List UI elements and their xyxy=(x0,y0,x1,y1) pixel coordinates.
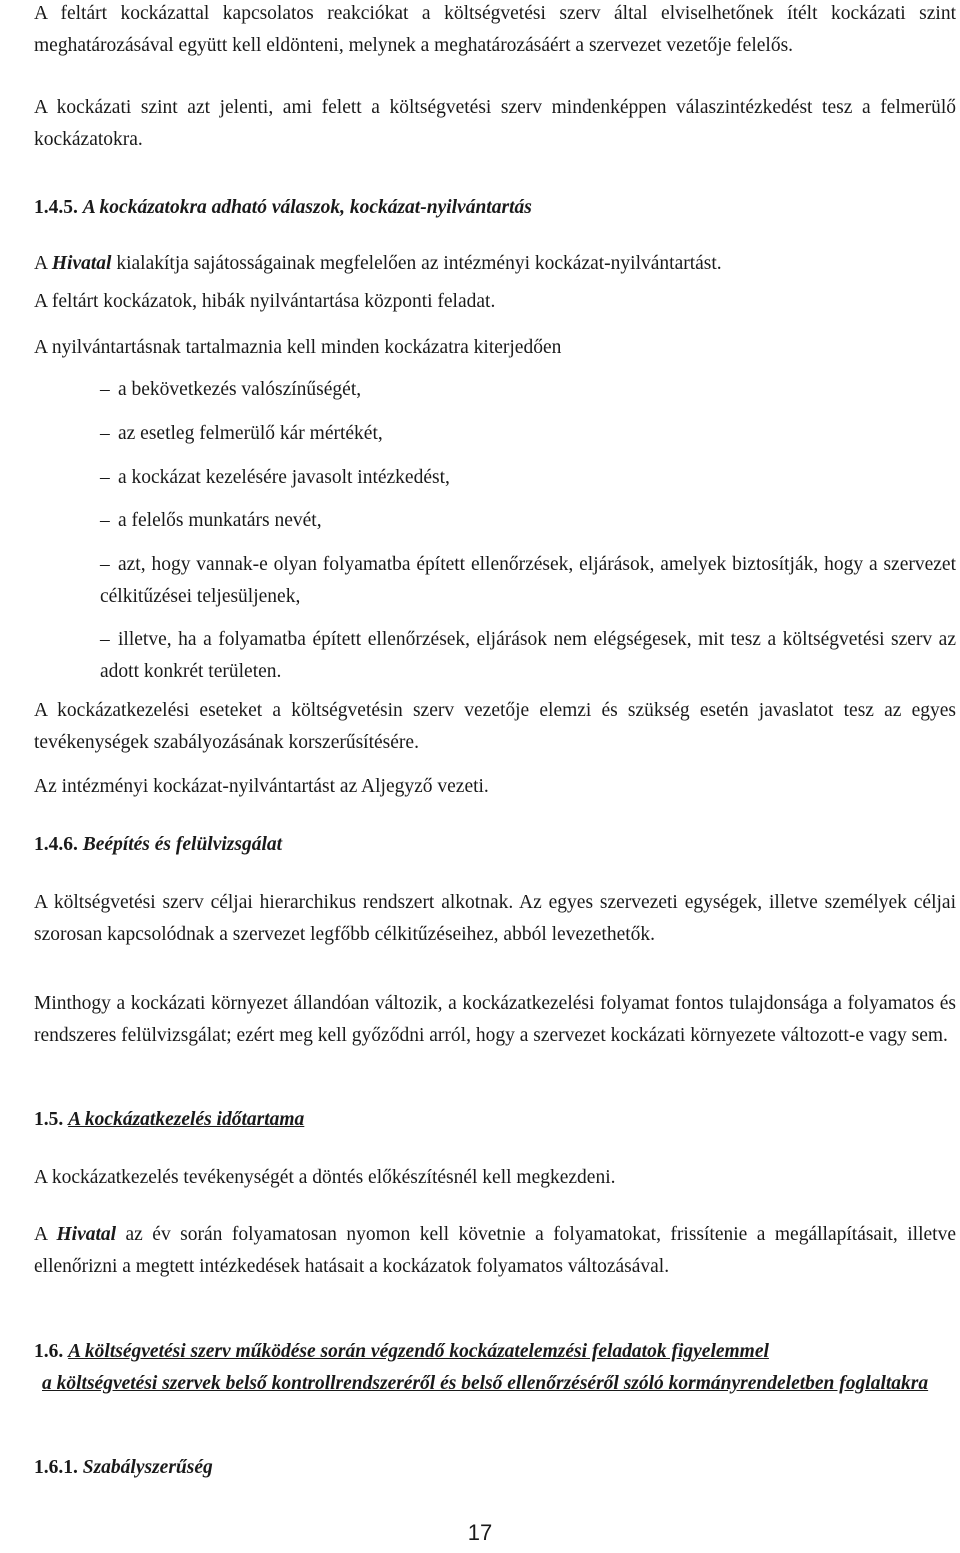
paragraph-aljegyzo: Az intézményi kockázat-nyilvántartást az Aljegyző vezeti. xyxy=(34,776,489,797)
list-item xyxy=(100,505,956,537)
emphasis-hivatal: Hivatal xyxy=(56,1224,117,1245)
heading-title: Beépítés és felülvizsgálat xyxy=(82,834,283,855)
heading-1-6 xyxy=(34,1336,956,1400)
list-item xyxy=(100,624,956,688)
heading-number: 1.5. xyxy=(34,1109,64,1130)
paragraph-risk-level: A kockázati szint azt jelenti, ami felett a költségvetési szerv mindenképpen válaszintézkedést tesz a felmerülő kockázatokra. xyxy=(34,97,956,150)
dash-bullet: – xyxy=(100,510,110,531)
text-fragment: az év során folyamatosan nyomon kell követnie a folyamatokat, frissítenie a megállapításait, illetve ellenőrizni a megtett intézkedések hatásait a kockázatok folyamatos változásával. xyxy=(34,1224,956,1277)
list-item xyxy=(100,462,956,494)
paragraph-start-risk-mgmt: A kockázatkezelés tevékenységét a döntés előkészítésnél kell megkezdeni. xyxy=(34,1167,616,1188)
heading-1-5 xyxy=(34,1104,304,1136)
heading-number: 1.4.5. xyxy=(34,197,78,218)
page-number: 17 xyxy=(467,1520,493,1545)
list-item-text: a felelős munkatárs nevét, xyxy=(118,510,322,531)
dash-bullet: – xyxy=(100,379,110,400)
list-item xyxy=(100,374,956,406)
heading-number: 1.6.1. xyxy=(34,1457,78,1478)
heading-1-4-6 xyxy=(34,829,282,861)
heading-title-continuation: a költségvetési szervek belső kontrollrendszeréről és belső ellenőrzéséről szóló kormányrendeletben foglaltakra xyxy=(42,1373,929,1394)
list-item-text: azt, hogy vannak-e olyan folyamatba épített ellenőrzések, eljárások, amelyek biztosítják, hogy a szervezet célkitűzései teljesüljenek, xyxy=(100,554,956,607)
paragraph-register-contents: A nyilvántartásnak tartalmaznia kell minden kockázatra kiterjedően xyxy=(34,337,562,358)
paragraph-review: Minthogy a kockázati környezet állandóan változik, a kockázatkezelési folyamat fontos tulajdonsága a folyamatos és rendszeres felülvizsgálat; ezért meg kell győződni arról, hogy a szervezet kockázati környezete változott-e vagy sem. xyxy=(34,993,956,1046)
heading-number: 1.6. xyxy=(34,1341,64,1362)
list-item xyxy=(100,418,956,450)
list-item-text: az esetleg felmerülő kár mértékét, xyxy=(118,423,383,444)
paragraph-risk-cases: A kockázatkezelési eseteket a költségvetésin szerv vezetője elemzi és szükség esetén javaslatot tesz az egyes tevékenységek szabályozásának korszerűsítésére. xyxy=(34,700,956,753)
paragraph-hierarchy: A költségvetési szerv céljai hierarchikus rendszert alkotnak. Az egyes szervezeti egységek, illetve személyek céljai szorosan kapcsolódnak a szervezet legfőbb célkitűzéseihez, abból levezethetők. xyxy=(34,892,956,945)
text-fragment: kialakítja sajátosságainak megfelelően az intézményi kockázat-nyilvántartást. xyxy=(111,253,722,274)
list-item-text: a bekövetkezés valószínűségét, xyxy=(118,379,362,400)
list-item-text: a kockázat kezelésére javasolt intézkedést, xyxy=(118,467,450,488)
heading-1-6-1 xyxy=(34,1452,213,1484)
emphasis-hivatal: Hivatal xyxy=(51,253,112,274)
text-fragment: A xyxy=(34,253,52,274)
paragraph-hivatal-register xyxy=(34,248,956,280)
paragraph-risk-reactions: A feltárt kockázattal kapcsolatos reakciókat a költségvetési szerv által elviselhetőnek ítélt kockázati szint meghatározásával együtt kell eldönteni, melynek a meghatározásáért a szervezet vezetője felelős. xyxy=(34,3,956,56)
heading-title: Szabályszerűség xyxy=(82,1457,213,1478)
heading-number: 1.4.6. xyxy=(34,834,78,855)
heading-1-4-5 xyxy=(34,192,532,224)
list-item-text: illetve, ha a folyamatba épített ellenőrzések, eljárások nem elégségesek, mit tesz a költségvetési szerv az adott konkrét területen. xyxy=(100,629,956,682)
heading-title: A kockázatokra adható válaszok, kockázat-nyilvántartás xyxy=(82,197,532,218)
dash-bullet: – xyxy=(100,423,110,444)
dash-bullet: – xyxy=(100,467,110,488)
dash-bullet: – xyxy=(100,629,110,650)
text-fragment: A xyxy=(34,1224,57,1245)
heading-title: A költségvetési szerv működése során végzendő kockázatelemzési feladatok figyelemmel xyxy=(68,1341,769,1362)
paragraph-central-task: A feltárt kockázatok, hibák nyilvántartása központi feladat. xyxy=(34,291,496,312)
dash-bullet: – xyxy=(100,554,110,575)
list-item xyxy=(100,549,956,613)
paragraph-hivatal-follow xyxy=(34,1219,956,1283)
heading-title: A kockázatkezelés időtartama xyxy=(68,1109,305,1130)
